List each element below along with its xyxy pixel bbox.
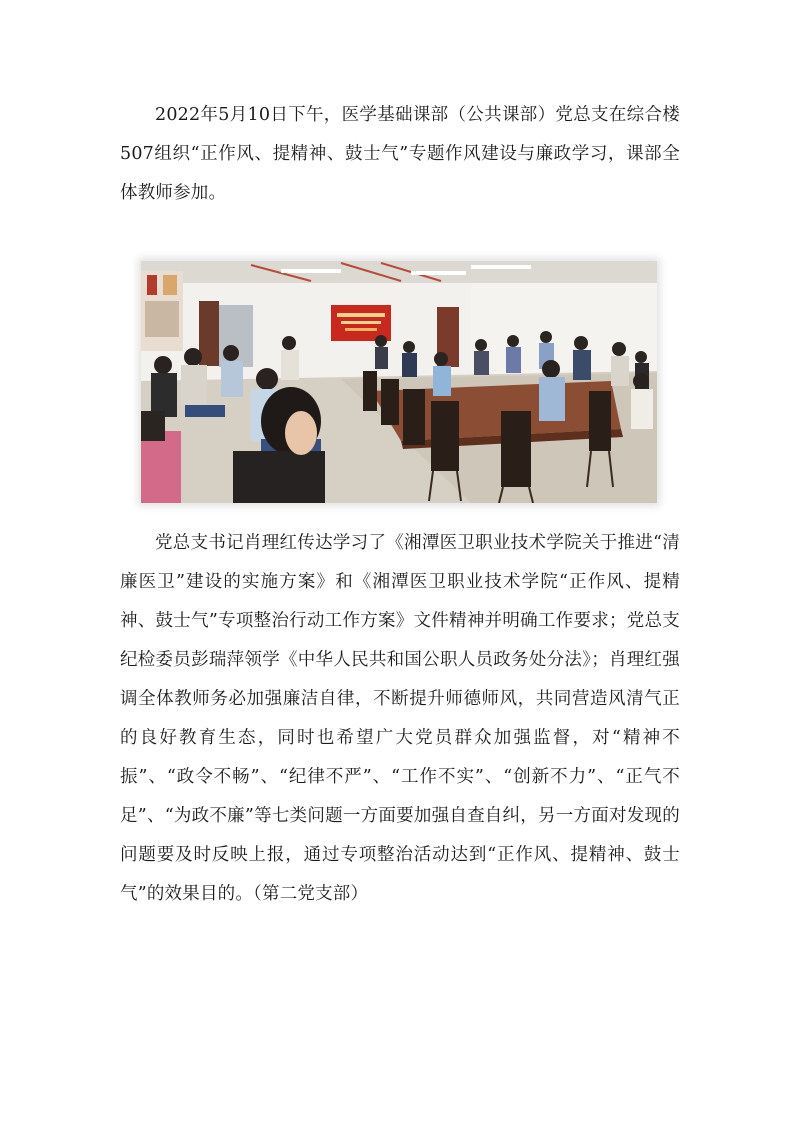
meeting-photo <box>141 261 657 503</box>
body-paragraph: 党总支书记肖理红传达学习了《湘潭医卫职业技术学院关于推进“清廉医卫”建设的实施方案》和《湘潭医卫职业技术学院“正作风、提精神、鼓士气”专项整治行动工作方案》文件精神并明确工作要求；党总支纪检委员彭瑞萍领学《中华人民共和国公职人员政务处分法》；肖理红强调全体教师务必加强廉洁自律，不断提升师德师风，共同营造风清气正的良好教育生态，同时也希望广大党员群众加强监督，对“精神不振”、“政令不畅”、“纪律不严”、“工作不实”、“创新不力”、“正气不足”、“为政不廉”等七类问题一方面要加强自查自纠，另一方面对发现的问题要及时反映上报，通过专项整治活动达到“正作风、提精神、鼓士气”的效果目的。（第二党支部） <box>120 533 680 904</box>
intro-paragraph: 2022年5月10日下午，医学基础课部（公共课部）党总支在综合楼507组织“正作风、提精神、鼓士气”专题作风建设与廉政学习，课部全体教师参加。 <box>120 105 680 203</box>
